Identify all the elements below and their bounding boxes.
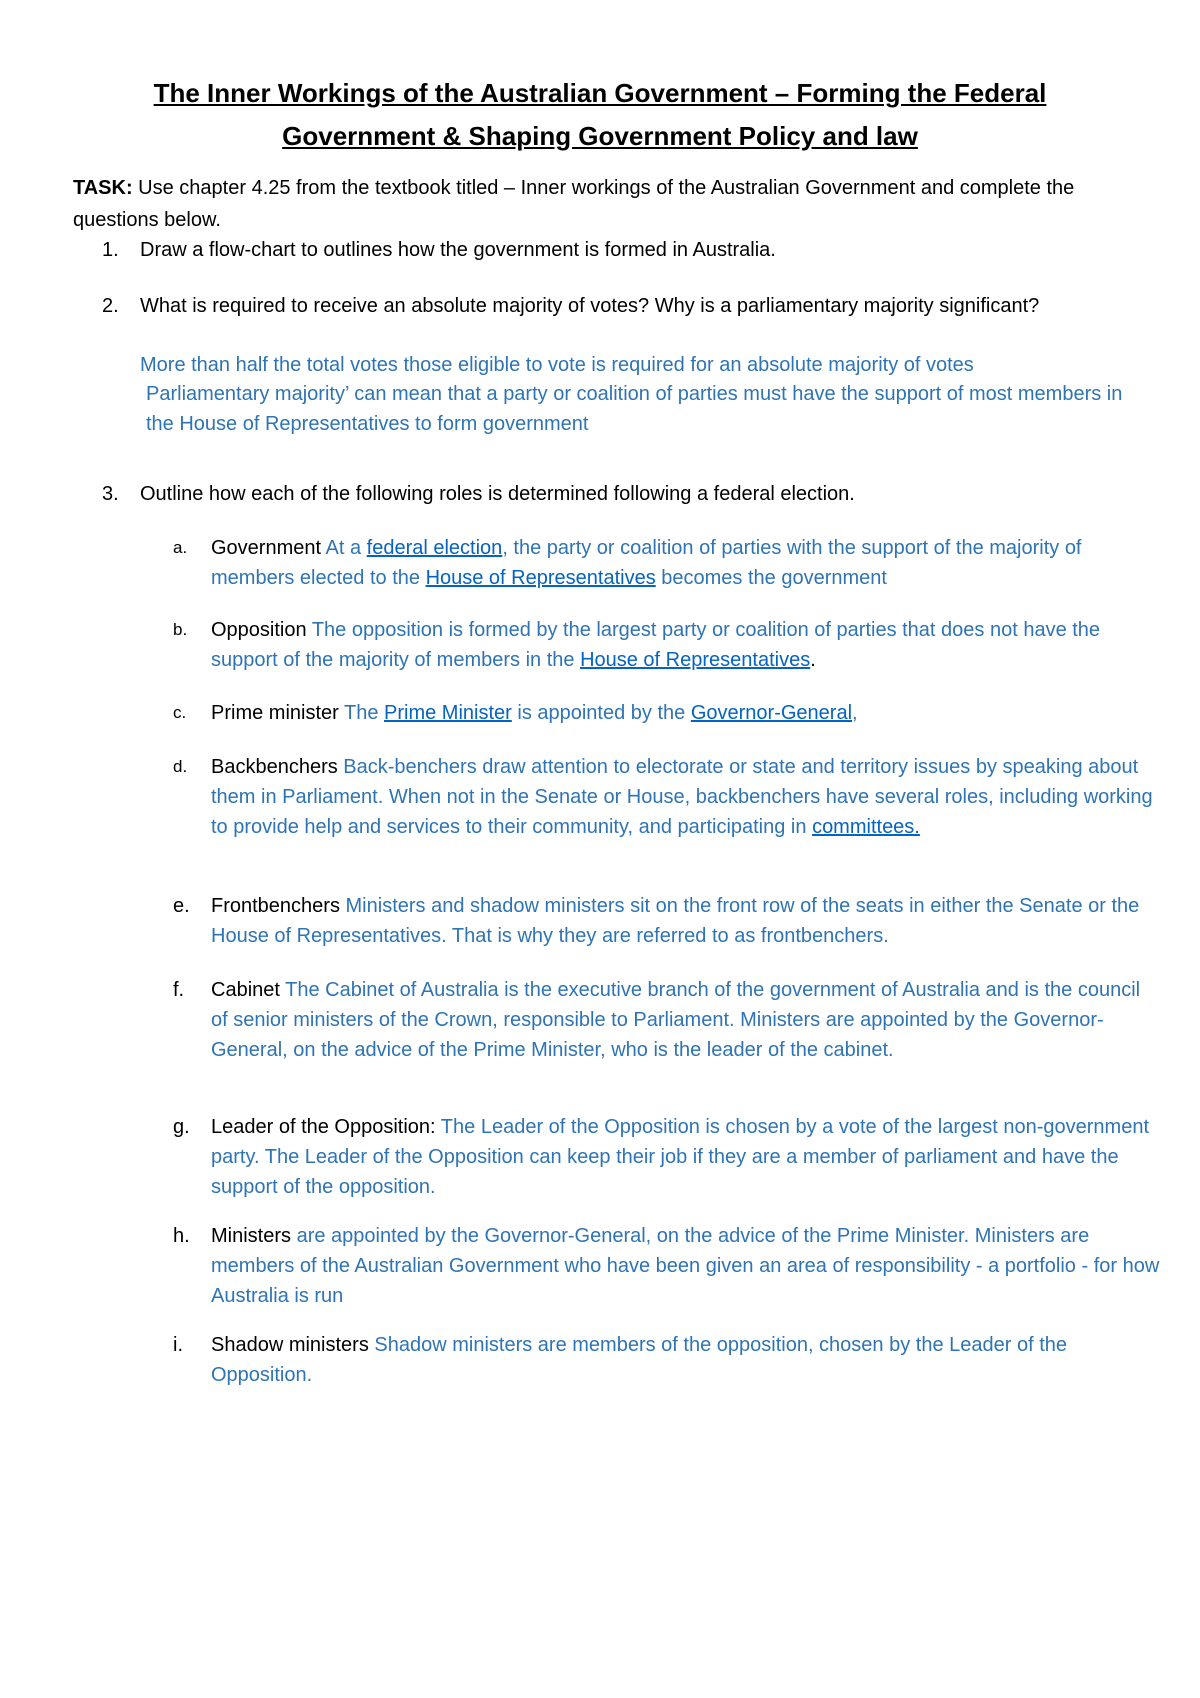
role-cabinet-text: The Cabinet of Australia is the executive branch of the government of Australia and is the council of senior ministers of the Crown, responsible to Parliament. Ministers are appointed by the Governor-General, on the advice of the Prime Minister, who is the leader of the cabinet.: [211, 979, 1141, 1061]
role-shadow-ministers-text: Shadow ministers are members of the opposition, chosen by the Leader of the Opposition.: [211, 1334, 1068, 1386]
role-ministers: [211, 1221, 1161, 1311]
role-government-text-2: , the party or coalition of parties with the support of the majority of members elected to the: [211, 537, 1082, 589]
role-i-letter: i.: [173, 1334, 183, 1356]
role-leader-of-opposition-term: Leader of the Opposition:: [211, 1116, 436, 1138]
role-prime-minister-text: The: [338, 702, 385, 724]
document-title-line-2: Government & Shaping Government Policy and law: [282, 121, 918, 151]
question-2-answer-2: Parliamentary majority’ can mean that a party or coalition of parties must have the support of most members in the House of Representatives to form government: [146, 383, 1123, 435]
task-text: Use chapter 4.25 from the textbook titled – Inner workings of the Australian Government and complete the questions below.: [73, 177, 1075, 231]
role-backbenchers-text: Back-benchers draw attention to electorate or state and territory issues by speaking about them in Parliament. When not in the Senate or House, backbenchers have several roles, including working to provide help and services to their community, and participating in: [211, 756, 1153, 838]
role-shadow-ministers-term: Shadow ministers: [211, 1334, 369, 1356]
document-title-line-1: The Inner Workings of the Australian Government – Forming the Federal: [153, 78, 1047, 108]
house-of-representatives-link-2[interactable]: House of Representatives: [580, 649, 811, 671]
role-government-text-3: becomes the government: [655, 567, 887, 589]
question-2-text: What is required to receive an absolute majority of votes? Why is a parliamentary majority significant?: [140, 295, 1040, 317]
question-3-text: Outline how each of the following roles is determined following a federal election.: [140, 483, 855, 505]
role-g-letter: g.: [173, 1116, 190, 1138]
question-1-number: 1.: [102, 239, 119, 261]
role-d-letter: d.: [173, 757, 188, 776]
question-2-number: 2.: [102, 295, 119, 317]
role-leader-of-opposition: [211, 1112, 1161, 1202]
role-e-letter: e.: [173, 895, 190, 917]
role-opposition: [211, 615, 1161, 675]
role-opposition-term: Opposition: [211, 619, 307, 641]
question-3-number: 3.: [102, 483, 119, 505]
role-h-letter: h.: [173, 1225, 190, 1247]
role-b-letter: b.: [173, 620, 188, 639]
role-government: [211, 533, 1161, 593]
role-government-text: At a: [321, 537, 367, 559]
role-cabinet-term: Cabinet: [211, 979, 280, 1001]
question-1-text: Draw a flow-chart to outlines how the government is formed in Australia.: [140, 239, 776, 261]
role-a-letter: a.: [173, 538, 188, 557]
role-prime-minister-term: Prime minister: [211, 702, 339, 724]
role-ministers-text: are appointed by the Governor-General, on the advice of the Prime Minister. Ministers are members of the Australian Government who have been given an area of responsibility - a portfolio - for how Australia is run: [211, 1225, 1160, 1307]
role-backbenchers-term: Backbenchers: [211, 756, 338, 778]
role-opposition-text: The opposition is formed by the largest party or coalition of parties that does not have the support of the majority of members in the: [211, 619, 1101, 671]
federal-election-link[interactable]: federal election: [366, 537, 503, 559]
committees-link[interactable]: committees.: [812, 816, 920, 838]
task-instructions: [73, 172, 1143, 236]
prime-minister-link[interactable]: Prime Minister: [384, 702, 512, 724]
role-c-letter: c.: [173, 703, 187, 722]
role-frontbenchers-term: Frontbenchers: [211, 895, 340, 917]
role-opposition-period: .: [810, 649, 816, 671]
role-prime-minister-text-2: is appointed by the: [511, 702, 691, 724]
role-f-letter: f.: [173, 979, 185, 1001]
house-of-representatives-link[interactable]: House of Representatives: [425, 567, 656, 589]
role-backbenchers: [211, 752, 1161, 842]
role-frontbenchers: [211, 891, 1161, 951]
role-ministers-term: Ministers: [211, 1225, 292, 1247]
role-frontbenchers-text: Ministers and shadow ministers sit on the front row of the seats in either the Senate or the House of Representatives. That is why they are referred to as frontbenchers.: [211, 895, 1140, 947]
role-government-term: Government: [211, 537, 322, 559]
role-leader-of-opposition-text: The Leader of the Opposition is chosen by a vote of the largest non-government party. The Leader of the Opposition can keep their job if they are a member of parliament and have the support of the opposition.: [211, 1116, 1150, 1198]
role-cabinet: [211, 975, 1161, 1065]
governor-general-link[interactable]: Governor-General: [690, 702, 853, 724]
question-2-answer-1: More than half the total votes those eligible to vote is required for an absolute majority of votes: [140, 354, 974, 376]
role-prime-minister-comma: ,: [852, 702, 858, 724]
role-prime-minister: [211, 698, 1161, 728]
role-shadow-ministers: [211, 1330, 1161, 1390]
task-label: TASK:: [73, 177, 133, 199]
